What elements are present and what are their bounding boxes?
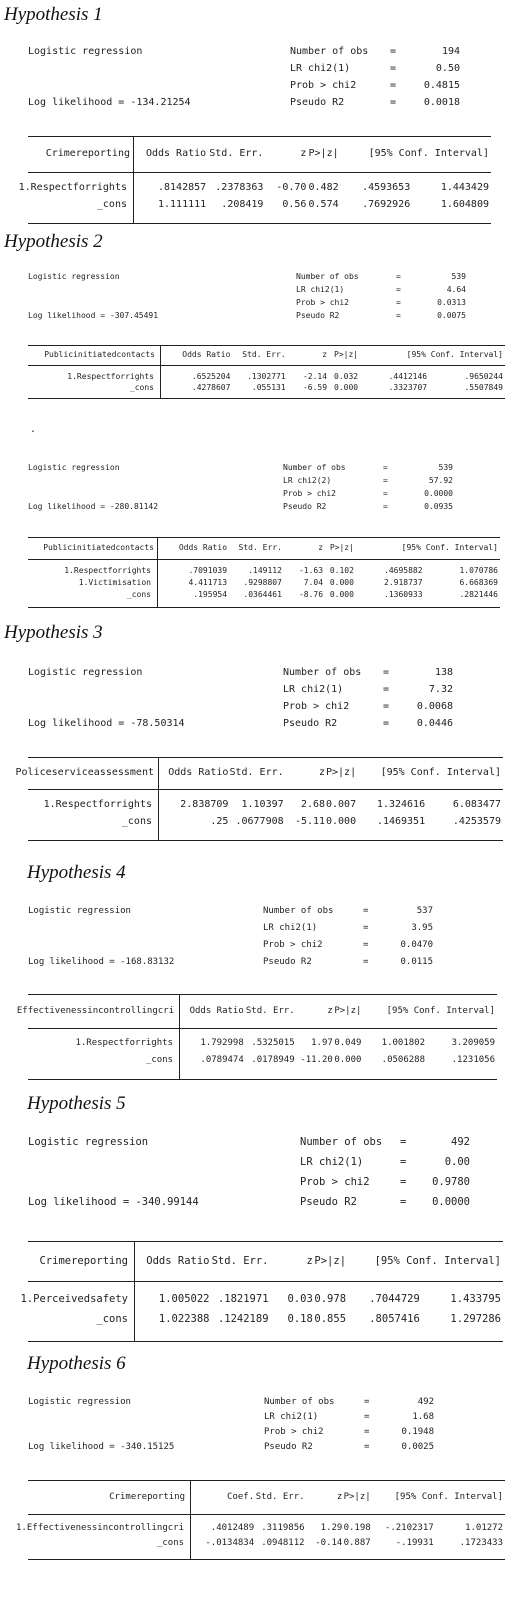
coefficient-cell: -0.70 — [276, 182, 307, 193]
model-name: Logistic regression — [28, 463, 120, 472]
model-name: Logistic regression — [28, 272, 120, 281]
log-likelihood: Log likelihood = -307.45491 — [28, 311, 159, 320]
stat-label: LR chi2(1) — [296, 285, 345, 294]
coefficient-cell: 2.918737 — [384, 578, 423, 587]
table-top-rule — [28, 757, 503, 758]
stat-label: Pseudo R2 — [300, 1196, 357, 1208]
stat-equals: = — [363, 923, 369, 933]
section-heading: Hypothesis 1 — [4, 4, 103, 25]
coefficient-cell: .1360933 — [384, 590, 423, 599]
stat-equals: = — [383, 718, 390, 729]
stat-label: Number of obs — [300, 1136, 383, 1148]
table-top-rule — [28, 1241, 503, 1242]
column-header: [95% Conf. Interval] — [406, 350, 503, 359]
coefficient-cell: 2.68 — [300, 799, 326, 810]
column-header: z — [322, 350, 328, 359]
coefficient-cell: .5507849 — [464, 383, 503, 392]
dependent-variable: Publicinitiatedcontacts — [43, 543, 154, 552]
coefficient-cell: 1.29 — [320, 1523, 343, 1533]
column-header: Odds Ratio — [168, 767, 229, 778]
stat-label: Prob > chi2 — [283, 489, 336, 498]
coefficient-cell: .1723433 — [459, 1538, 503, 1548]
stat-label: Prob > chi2 — [283, 701, 350, 712]
coefficient-cell: 0.000 — [329, 578, 354, 587]
coefficient-cell: 7.04 — [303, 578, 324, 587]
coefficient-cell: 0.887 — [343, 1538, 371, 1548]
column-header: Odds Ratio — [182, 350, 231, 359]
coefficient-cell: 0.03 — [287, 1293, 313, 1305]
model-name: Logistic regression — [28, 667, 143, 678]
stat-value: 0.0075 — [437, 311, 466, 320]
table-top-rule — [28, 537, 500, 538]
coefficient-cell: 2.838709 — [180, 799, 229, 810]
coefficient-cell: 1.022388 — [158, 1313, 210, 1325]
stat-equals: = — [390, 46, 397, 57]
table-header-rule — [28, 172, 491, 173]
coefficient-cell: 0.000 — [329, 590, 354, 599]
table-bottom-rule — [28, 1079, 497, 1080]
stat-label: Number of obs — [283, 463, 346, 472]
stat-equals: = — [390, 80, 397, 91]
coefficient-cell: 1.111111 — [158, 199, 207, 210]
stat-value: 539 — [438, 463, 453, 472]
coefficient-cell: .25 — [210, 816, 229, 827]
coefficient-cell: 0.102 — [329, 566, 354, 575]
coefficient-cell: .1242189 — [217, 1313, 269, 1325]
column-header: Std. Err. — [242, 350, 286, 359]
section-heading: Hypothesis 2 — [4, 231, 103, 252]
stat-equals: = — [400, 1196, 407, 1208]
model-name: Logistic regression — [28, 46, 143, 57]
column-header: z — [306, 1255, 313, 1267]
stat-label: Number of obs — [283, 667, 362, 678]
coefficient-cell: 0.049 — [334, 1038, 362, 1048]
stat-value: 0.0446 — [416, 718, 453, 729]
table-bottom-rule — [28, 607, 500, 608]
coefficient-cell: .0506288 — [381, 1055, 426, 1065]
stat-label: LR chi2(1) — [264, 1412, 319, 1422]
column-header: Std. Err. — [229, 767, 284, 778]
row-variable: _cons — [156, 1538, 184, 1548]
dependent-variable: Effectivenessincontrollingcri — [16, 1006, 174, 1016]
coefficient-cell: .2821446 — [459, 590, 498, 599]
coefficient-cell: .1302771 — [247, 372, 286, 381]
stat-label: Pseudo R2 — [283, 718, 338, 729]
stat-value: 1.68 — [412, 1412, 434, 1422]
coefficient-cell: .4412146 — [388, 372, 428, 381]
row-variable: 1.Respectforrights — [43, 799, 152, 810]
column-header: Odds Ratio — [146, 1255, 210, 1267]
log-likelihood: Log likelihood = -134.21254 — [28, 97, 191, 108]
stat-equals: = — [383, 463, 388, 472]
stat-equals: = — [396, 272, 401, 281]
stat-equals: = — [383, 701, 390, 712]
table-header-rule — [28, 789, 503, 790]
column-header: P>|z| — [314, 1255, 347, 1267]
coefficient-cell: 0.007 — [325, 799, 357, 810]
column-header: Std. Err. — [211, 1255, 269, 1267]
coefficient-cell: .1821971 — [217, 1293, 269, 1305]
coefficient-cell: -0.14 — [315, 1538, 343, 1548]
coefficient-cell: -8.76 — [298, 590, 324, 599]
coefficient-cell: -.2102317 — [384, 1523, 434, 1533]
stat-equals: = — [364, 1412, 370, 1422]
row-variable: _cons — [129, 383, 154, 392]
table-header-rule — [28, 1028, 497, 1029]
column-header: Odds Ratio — [178, 543, 228, 552]
stat-label: Pseudo R2 — [264, 1442, 313, 1452]
stat-label: Pseudo R2 — [263, 957, 312, 967]
stat-equals: = — [383, 476, 388, 485]
column-header: P>|z| — [334, 350, 359, 359]
coefficient-cell: .6525204 — [191, 372, 231, 381]
log-likelihood: Log likelihood = -340.15125 — [28, 1442, 175, 1452]
coefficient-cell: 1.792998 — [200, 1038, 244, 1048]
section-heading: Hypothesis 5 — [27, 1093, 126, 1114]
coefficient-cell: 1.443429 — [440, 182, 489, 193]
stat-value: 0.0000 — [432, 1196, 470, 1208]
dependent-variable: Policeserviceassessment — [15, 767, 154, 778]
stat-value: 492 — [451, 1136, 470, 1148]
coefficient-cell: 0.574 — [308, 199, 339, 210]
stat-label: Pseudo R2 — [296, 311, 340, 320]
column-header: z — [336, 1492, 343, 1502]
coefficient-cell: .1231056 — [451, 1055, 495, 1065]
stat-value: 0.0018 — [423, 97, 460, 108]
coefficient-cell: .0364461 — [243, 590, 282, 599]
stat-value: 194 — [441, 46, 460, 57]
stat-value: 138 — [434, 667, 453, 678]
row-variable: 1.Respectforrights — [75, 1038, 173, 1048]
row-variable: 1.Victimisation — [78, 578, 151, 587]
stat-value: 0.9780 — [432, 1176, 470, 1188]
stat-equals: = — [364, 1427, 370, 1437]
coefficient-cell: .8057416 — [369, 1313, 420, 1325]
log-likelihood: Log likelihood = -280.81142 — [28, 502, 159, 511]
stat-label: Number of obs — [296, 272, 359, 281]
column-header: [95% Conf. Interval] — [380, 767, 501, 778]
coefficient-cell: .3323707 — [388, 383, 428, 392]
coefficient-cell: .7044729 — [369, 1293, 420, 1305]
stat-value: 0.50 — [435, 63, 460, 74]
stat-equals: = — [400, 1176, 407, 1188]
coefficient-cell: .4278607 — [191, 383, 231, 392]
coefficient-cell: .4593653 — [362, 182, 411, 193]
section-heading: Hypothesis 3 — [4, 622, 103, 643]
coefficient-cell: .208419 — [221, 199, 264, 210]
stat-equals: = — [383, 502, 388, 511]
stat-label: LR chi2(1) — [283, 684, 344, 695]
separator-dot: . — [30, 424, 37, 435]
coefficient-cell: .9298807 — [243, 578, 282, 587]
coefficient-cell: -11.20 — [300, 1055, 333, 1065]
coefficient-cell: -.0134834 — [205, 1538, 255, 1548]
stat-label: Prob > chi2 — [290, 80, 357, 91]
row-variable: _cons — [121, 816, 152, 827]
stat-label: LR chi2(1) — [290, 63, 351, 74]
stat-value: 0.0068 — [416, 701, 453, 712]
stat-label: Prob > chi2 — [296, 298, 349, 307]
column-header: Std. Err. — [245, 1006, 295, 1016]
stat-label: LR chi2(1) — [300, 1156, 364, 1168]
table-bottom-rule — [28, 840, 503, 841]
column-header: [95% Conf. Interval] — [368, 148, 489, 159]
row-variable: _cons — [96, 199, 127, 210]
stat-label: Pseudo R2 — [290, 97, 345, 108]
row-variable: _cons — [96, 1313, 128, 1325]
coefficient-cell: -1.63 — [298, 566, 324, 575]
coefficient-cell: 1.297286 — [450, 1313, 501, 1325]
coefficient-cell: .1469351 — [376, 816, 426, 827]
coefficient-cell: .4012489 — [210, 1523, 255, 1533]
row-variable: _cons — [145, 1055, 173, 1065]
coefficient-cell: 0.18 — [287, 1313, 313, 1325]
stat-equals: = — [396, 298, 401, 307]
coefficient-cell: 0.855 — [314, 1313, 347, 1325]
row-variable: 1.Respectforrights — [18, 182, 127, 193]
stat-value: 0.4815 — [423, 80, 460, 91]
column-header: Std. Err. — [255, 1492, 305, 1502]
coefficient-cell: .0178949 — [251, 1055, 295, 1065]
coefficient-cell: .055131 — [251, 383, 286, 392]
coefficient-cell: .3119856 — [261, 1523, 305, 1533]
stat-value: 539 — [451, 272, 466, 281]
stat-equals: = — [390, 97, 397, 108]
stat-value: 492 — [417, 1397, 434, 1407]
column-header: P>|z| — [325, 767, 357, 778]
model-name: Logistic regression — [28, 906, 131, 916]
dependent-variable: Crimereporting — [109, 1492, 185, 1502]
stat-equals: = — [364, 1442, 370, 1452]
coefficient-cell: -5.11 — [294, 816, 326, 827]
row-variable: _cons — [126, 590, 151, 599]
column-header: [95% Conf. Interval] — [386, 1006, 495, 1016]
coefficient-cell: .0948112 — [261, 1538, 305, 1548]
table-header-rule — [28, 559, 500, 560]
log-likelihood: Log likelihood = -340.99144 — [28, 1196, 199, 1208]
stat-equals: = — [400, 1136, 407, 1148]
table-header-rule — [28, 1281, 503, 1282]
table-header-rule — [28, 1514, 505, 1515]
column-header: P>|z| — [343, 1492, 371, 1502]
stat-value: 0.0470 — [400, 940, 433, 950]
table-bottom-rule — [28, 398, 505, 399]
dependent-variable: Publicinitiatedcontacts — [44, 350, 155, 359]
coefficient-cell: .149112 — [248, 566, 282, 575]
stat-label: Number of obs — [264, 1397, 335, 1407]
coefficient-cell: 1.10397 — [241, 799, 284, 810]
column-header: P>|z| — [334, 1006, 362, 1016]
table-header-rule — [28, 365, 505, 366]
column-header: z — [319, 767, 326, 778]
stat-equals: = — [383, 684, 390, 695]
stat-value: 0.1948 — [401, 1427, 434, 1437]
table-top-rule — [28, 994, 497, 995]
stat-value: 537 — [416, 906, 433, 916]
column-header: Odds Ratio — [189, 1006, 244, 1016]
stat-value: 3.95 — [411, 923, 433, 933]
stat-equals: = — [363, 940, 369, 950]
coefficient-cell: 6.083477 — [452, 799, 501, 810]
table-bottom-rule — [28, 1341, 503, 1342]
stat-value: 0.0115 — [400, 957, 433, 967]
table-bottom-rule — [28, 1559, 505, 1560]
coefficient-cell: 0.198 — [343, 1523, 371, 1533]
column-header: P>|z| — [329, 543, 354, 552]
stat-label: Number of obs — [290, 46, 369, 57]
stat-label: LR chi2(1) — [263, 923, 318, 933]
table-bottom-rule — [28, 223, 491, 224]
stat-label: Pseudo R2 — [283, 502, 327, 511]
coefficient-cell: 1.433795 — [450, 1293, 501, 1305]
stat-label: Number of obs — [263, 906, 334, 916]
column-header: Std. Err. — [238, 543, 282, 552]
coefficient-cell: 6.668369 — [459, 578, 498, 587]
stat-equals: = — [363, 957, 369, 967]
stat-value: 57.92 — [428, 476, 453, 485]
column-header: Odds Ratio — [145, 148, 207, 159]
column-header: [95% Conf. Interval] — [401, 543, 498, 552]
coefficient-cell: -.19931 — [395, 1538, 434, 1548]
coefficient-cell: .5325015 — [251, 1038, 295, 1048]
stat-value: 0.0025 — [401, 1442, 434, 1452]
section-heading: Hypothesis 6 — [27, 1353, 126, 1374]
table-top-rule — [28, 136, 491, 137]
table-top-rule — [28, 1480, 505, 1481]
coefficient-cell: .7692926 — [362, 199, 411, 210]
coefficient-cell: .8142857 — [158, 182, 207, 193]
coefficient-cell: 0.000 — [325, 816, 357, 827]
coefficient-cell: 0.000 — [334, 1055, 362, 1065]
coefficient-cell: .9650244 — [464, 372, 503, 381]
stat-value: 0.0000 — [424, 489, 453, 498]
coefficient-cell: 3.209059 — [451, 1038, 495, 1048]
coefficient-cell: 0.56 — [282, 199, 307, 210]
column-header: [95% Conf. Interval] — [394, 1492, 503, 1502]
stat-label: Prob > chi2 — [300, 1176, 370, 1188]
column-header: Coef. — [227, 1492, 255, 1502]
stat-value: 0.0935 — [424, 502, 453, 511]
coefficient-cell: .4695882 — [384, 566, 423, 575]
stat-equals: = — [396, 285, 401, 294]
coefficient-cell: .4253579 — [452, 816, 501, 827]
model-name: Logistic regression — [28, 1397, 131, 1407]
row-variable: 1.Perceivedsafety — [20, 1293, 128, 1305]
model-name: Logistic regression — [28, 1136, 149, 1148]
coefficient-cell: 1.005022 — [158, 1293, 210, 1305]
column-header: z — [327, 1006, 333, 1016]
row-variable: 1.Effectivenessincontrollingcri — [16, 1523, 184, 1533]
dependent-variable: Crimereporting — [39, 1255, 128, 1267]
coefficient-cell: -2.14 — [302, 372, 328, 381]
stat-value: 4.64 — [446, 285, 466, 294]
column-header: z — [300, 148, 307, 159]
coefficient-cell: .2378363 — [215, 182, 264, 193]
dependent-variable: Crimereporting — [45, 148, 130, 159]
coefficient-cell: .195954 — [193, 590, 228, 599]
stat-equals: = — [363, 906, 369, 916]
row-variable: 1.Respectforrights — [67, 372, 154, 381]
section-heading: Hypothesis 4 — [27, 862, 126, 883]
stat-equals: = — [396, 311, 401, 320]
table-top-rule — [28, 345, 505, 346]
stat-label: Prob > chi2 — [263, 940, 323, 950]
column-header: P>|z| — [308, 148, 339, 159]
coefficient-cell: .0677908 — [235, 816, 284, 827]
coefficient-cell: 1.070786 — [459, 566, 498, 575]
coefficient-cell: 0.000 — [334, 383, 359, 392]
coefficient-cell: 1.01272 — [465, 1523, 503, 1533]
row-variable: 1.Respectforrights — [64, 566, 151, 575]
coefficient-cell: 1.604809 — [440, 199, 489, 210]
coefficient-cell: 1.001802 — [381, 1038, 426, 1048]
coefficient-cell: -6.59 — [302, 383, 328, 392]
stat-label: Prob > chi2 — [264, 1427, 324, 1437]
stat-equals: = — [383, 667, 390, 678]
log-likelihood: Log likelihood = -78.50314 — [28, 718, 185, 729]
coefficient-cell: 0.978 — [314, 1293, 347, 1305]
column-header: [95% Conf. Interval] — [374, 1255, 501, 1267]
stat-equals: = — [364, 1397, 370, 1407]
coefficient-cell: .0789474 — [200, 1055, 244, 1065]
coefficient-cell: 0.482 — [308, 182, 339, 193]
column-header: Std. Err. — [209, 148, 264, 159]
stat-label: LR chi2(2) — [283, 476, 332, 485]
stat-value: 0.00 — [444, 1156, 470, 1168]
coefficient-cell: 1.97 — [311, 1038, 333, 1048]
log-likelihood: Log likelihood = -168.83132 — [28, 957, 175, 967]
stat-value: 0.0313 — [437, 298, 466, 307]
coefficient-cell: .7091039 — [188, 566, 228, 575]
column-header: z — [318, 543, 324, 552]
stat-equals: = — [383, 489, 388, 498]
stat-equals: = — [400, 1156, 407, 1168]
coefficient-cell: 4.411713 — [188, 578, 228, 587]
coefficient-cell: 0.032 — [334, 372, 359, 381]
coefficient-cell: 1.324616 — [376, 799, 426, 810]
stat-equals: = — [390, 63, 397, 74]
stat-value: 7.32 — [428, 684, 453, 695]
